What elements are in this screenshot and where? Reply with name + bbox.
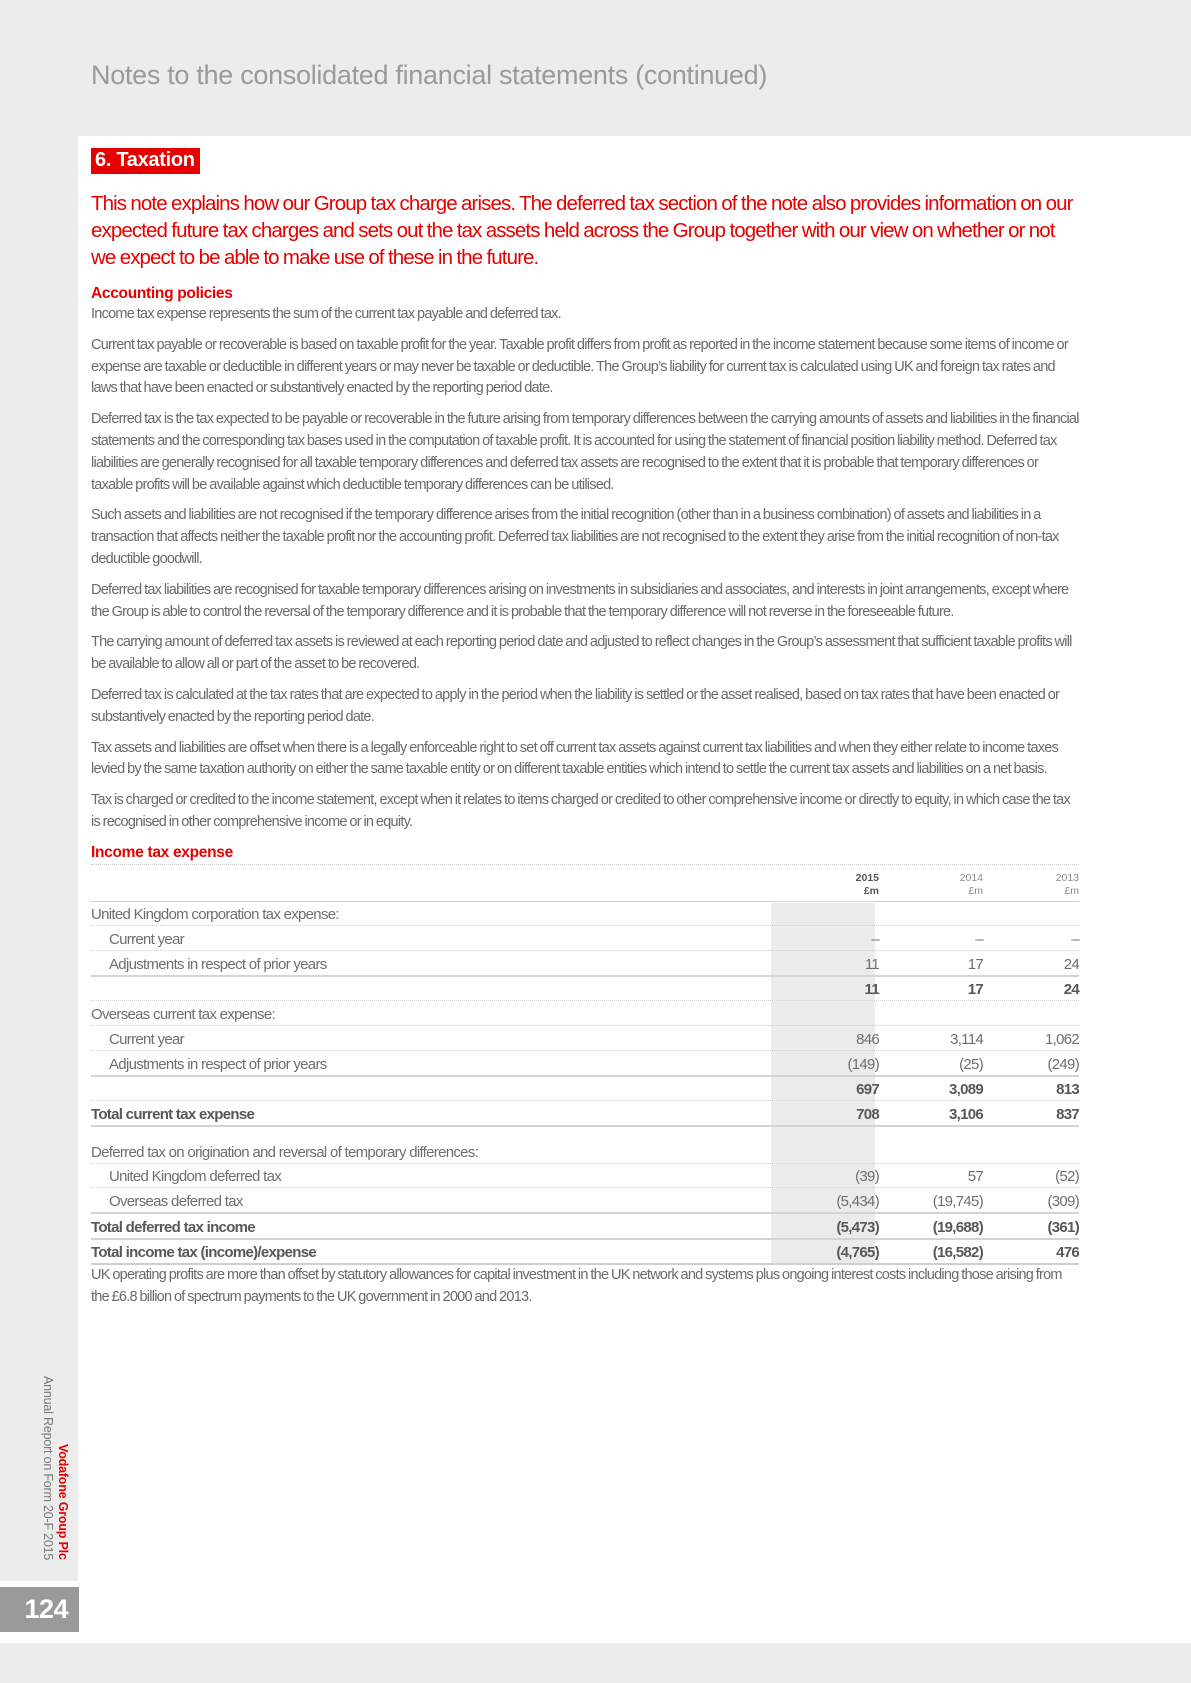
- policy-paragraph: Such assets and liabilities are not recognised if the temporary difference arises from the initial recognition (other than in a business combination) of assets and liabilities in a transaction that affects neither the taxable profit nor the accounting profit. Deferred tax liabilities are not recognised to the extent they arise from the initial recognition of non-tax deductible goodwill.: [91, 507, 1059, 567]
- sidebar-band: [0, 136, 78, 1581]
- column-header-2013: 2013 £m: [1055, 871, 1079, 897]
- table-row: United Kingdom deferred tax (39) 57 (52): [91, 1164, 1079, 1189]
- table-row: United Kingdom corporation tax expense:: [91, 902, 1079, 927]
- policy-paragraph: Deferred tax liabilities are recognised for taxable temporary differences arising on investments in subsidiaries and associates, and interests in joint arrangements, except where the Group is able to control the reversal of the temporary difference and it is probable that the temporary difference will not reverse in the foreseeable future.: [91, 581, 1069, 620]
- column-header-2015: 2015 £m: [855, 871, 879, 897]
- table-row: Overseas deferred tax (5,434) (19,745) (309): [91, 1188, 1079, 1214]
- income-tax-table: [91, 864, 1079, 1266]
- policy-paragraph: Deferred tax is calculated at the tax rates that are expected to apply in the period when the liability is settled or the asset realised, based on tax rates that have been enacted or substantively enacted by the reporting period date.: [91, 686, 1060, 725]
- table-row: Current year – – –: [91, 926, 1079, 951]
- column-header-2014: 2014 £m: [959, 871, 983, 897]
- page-title: Notes to the consolidated financial statements (continued): [91, 60, 768, 90]
- table-subtotal-row: 11 17 24: [91, 977, 1079, 1002]
- policy-paragraph: The carrying amount of deferred tax assets is reviewed at each reporting period date and adjusted to reflect changes in the Group’s assessment that sufficient taxable profits will be available to allow all or part of the asset to be recovered.: [91, 634, 1072, 673]
- table-subtotal-row: 697 3,089 813: [91, 1077, 1079, 1102]
- table-total-row: Total current tax expense 708 3,106 837: [91, 1101, 1079, 1127]
- table-row: Overseas current tax expense:: [91, 1001, 1079, 1026]
- table-footnote: UK operating profits are more than offset by statutory allowances for capital investment in the UK network and systems plus ongoing interest costs including those arising from the £6.8 billion of spectrum payments to the UK government in 2000 and 2013.: [91, 1267, 1062, 1306]
- policy-paragraph: Tax assets and liabilities are offset when there is a legally enforceable right to set off current tax assets against current tax liabilities and when they either relate to income taxes levied by the same taxation authority on either the same taxable entity or on different taxable entities which intend to settle the current tax assets and liabilities on a net basis.: [91, 739, 1059, 778]
- section-badge: 6. Taxation: [91, 148, 200, 174]
- table-row: Adjustments in respect of prior years (149) (25) (249): [91, 1051, 1079, 1077]
- policy-paragraph: Income tax expense represents the sum of the current tax payable and deferred tax.: [91, 306, 561, 322]
- table-row: Deferred tax on origination and reversal of temporary differences:: [91, 1139, 1079, 1164]
- report-title: Annual Report on Form 20-F 2015: [41, 1376, 55, 1561]
- policy-paragraph: Deferred tax is the tax expected to be payable or recoverable in the future arising from temporary differences between the carrying amounts of assets and liabilities in the financial statements and the corresponding tax bases used in the computation of taxable profit. It is accounted for using the statement of financial position liability method. Deferred tax liabilities are generally recognised for all taxable temporary differences and deferred tax assets are recognised to the extent that it is probable that temporary differences or taxable profits will be available against which deductible temporary differences can be utilised.: [91, 411, 1079, 493]
- accounting-policies-heading: Accounting policies: [91, 285, 233, 302]
- company-name: Vodafone Group Plc: [56, 1444, 70, 1560]
- page-number: 124: [0, 1587, 79, 1632]
- table-header-row: [91, 865, 1079, 902]
- sidebar-publication-info: [40, 1376, 70, 1570]
- income-tax-expense-heading: Income tax expense: [91, 843, 233, 861]
- policy-paragraph: Current tax payable or recoverable is based on taxable profit for the year. Taxable profit differs from profit as reported in the income statement because some items of income or expense are taxable or deductible in different years or may never be taxable or deductible. The Group’s liability for current tax is calculated using UK and foreign tax rates and laws that have been enacted or substantively enacted by the reporting period date.: [91, 336, 1068, 397]
- policy-paragraph: Tax is charged or credited to the income statement, except when it relates to items charged or credited to other comprehensive income or directly to equity, in which case the tax is recognised in other comprehensive income or in equity.: [91, 792, 1070, 830]
- table-row: Current year 846 3,114 1,062: [91, 1026, 1079, 1051]
- table-row: Adjustments in respect of prior years 11 17 24: [91, 951, 1079, 977]
- table-total-row: Total deferred tax income (5,473) (19,688) (361): [91, 1214, 1079, 1240]
- section-intro: This note explains how our Group tax charge arises. The deferred tax section of the note also provides information on our expected future tax charges and sets out the tax assets held across the Group together with our view on whether or not we expect to be able to make use of these in the future.: [91, 192, 1073, 269]
- note-content: [91, 148, 1079, 1318]
- table-grand-total-row: Total income tax (income)/expense (4,765) (16,582) 476: [91, 1240, 1079, 1266]
- footer-band: [0, 1643, 1191, 1683]
